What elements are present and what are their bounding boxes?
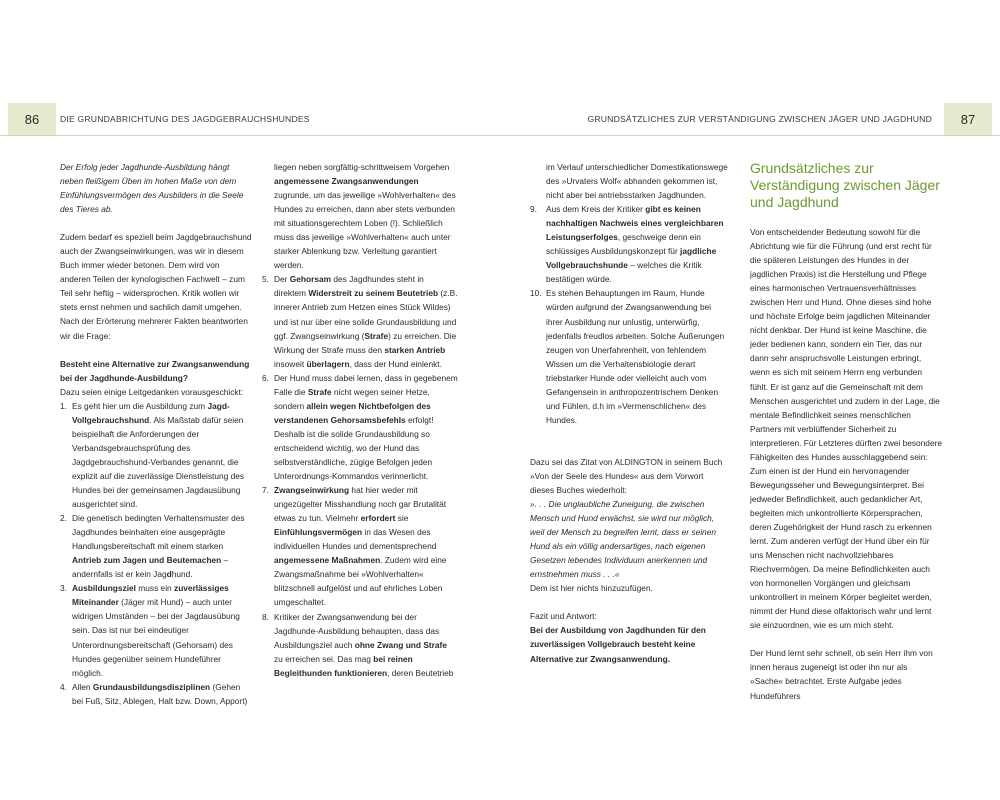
item-bold: Grundausbildungsdisziplinen (92, 681, 211, 692)
quote-after: Dem ist hier nichts hinzuzufügen. (530, 583, 653, 594)
item-text: Es stehen Behauptungen im Raum, Hunde würden aufgrund der Zwangsanwendung bei ihrer Ausbildung nur unlustig, unterwürfig, jedenfalls freudlos arbeiten. Solche Äußerungen zeugen von Unerfahrenheit, von fehlendem Wissen um die Verhaltensbiologie derart triebstarker Hunde oder vielleicht auch vom Gefangensein in anthropozentrischem Denken und Fühlen, d.h im »Vermenschlichen« des Hundes. (546, 288, 725, 425)
numbered-list (530, 202, 728, 427)
item-text: . Zudem wird eine Zwangsmaßnahme bei »Wohlverhalten« blitzschnell aufgelöst und auf ehrliches Loben umgeschaltet. (274, 555, 447, 608)
item-bold: gibt es keinen nachhaltigen Nachweis eines vergleichbaren Leistungserfolges (546, 204, 724, 243)
column-2 (262, 160, 458, 680)
page-number-left: 86 (8, 103, 56, 135)
list-item (262, 371, 458, 483)
list-item (262, 272, 458, 370)
list-item (60, 399, 252, 511)
item-bold: starken Antrieb (384, 344, 446, 355)
item-text: (Gehen bei Fuß, Sitz, Ablegen, Halt bzw. Down, Apport) (72, 681, 248, 706)
item-text: zu erreichen sei. Das mag (274, 653, 374, 664)
intro-paragraph: Der Erfolg jeder Jagdhunde-Ausbildung hängt neben fleißigem Üben im hohen Maße von dem Einfühlungsvermögen des Ausbilders in die Seele des Tieres ab. (60, 162, 244, 215)
item-text: in das Wesen des individuellen Hundes und dementsprechend (274, 527, 437, 552)
list-item (60, 680, 252, 708)
list-item (60, 581, 252, 679)
item-text: (Jäger mit Hund) – auch unter widrigen Umständen – bei der Jagdausübung sein. Das ist nur bei eindeutiger Unterordnungsbereitschaft (Gehorsam) des Hundes gegenüber seinem Hundeführer möglich. (72, 597, 240, 678)
list-item (262, 610, 458, 680)
item-text: – welches die Kritik bestätigen würde. (546, 260, 702, 285)
item-bold: Strafe (364, 330, 389, 341)
page-number-right: 87 (944, 103, 992, 135)
item-text: hat hier weder mit ungezügelter Misshandlung noch gar Brutalität etwas zu tun. Vielmehr (274, 485, 447, 524)
item-bold: Einfühlungsvermögen (274, 527, 363, 538)
question-heading: Besteht eine Alternative zur Zwangsanwendung bei der Jagdhunde-Ausbildung? (60, 358, 250, 383)
item-bold: überlagern (306, 358, 350, 369)
item-text: Der Hund muss dabei lernen, dass in gegebenem Falle die (274, 372, 458, 397)
item-bold: Strafe (307, 386, 332, 397)
list-item (262, 483, 458, 609)
item-number: 7. (262, 485, 269, 496)
item-bold: Ausbildungsziel (72, 583, 136, 594)
item-text: Kritiker der Zwangsanwendung bei der Jagdhunde-Ausbildung behaupten, dass das Ausbildungsziel auch (274, 611, 440, 650)
paragraph: Zudem bedarf es speziell beim Jagdgebrauchshund auch der Zwangseinwirkungen, was wir in diesem Buch immer wieder betonen. Dem wird von anderen Teilen der kynologischen Fachwelt – zum Teil sehr heftig – widersprochen. Kritik wollen wir stets ernst nehmen und sachlich damit umgehen. Nach der Erörterung mehrerer Fakten beantworten wir die Frage: (60, 232, 252, 341)
item-bold: Zwangseinwirkung (274, 485, 350, 496)
item-number: 6. (262, 372, 269, 383)
item-text: muss ein (135, 583, 175, 594)
item-bold: erfordert (360, 513, 396, 524)
item-bold: Antrieb zum Jagen und Beutemachen (72, 555, 222, 566)
running-head-right: GRUNDSÄTZLICHES ZUR VERSTÄNDIGUNG ZWISCHEN JÄGER UND JAGDHUND (587, 114, 932, 124)
item-text: zugrunde, um das jeweilige »Wohlverhalten« des Hundes zu erreichen, dann aber stets verbunden mit situationsgerechtem Loben (!). Schließlich muss das jeweilige »Wohlverhalten« auch unter starker Ablenkung bzw. Verleitung garantiert werden. (274, 190, 456, 271)
paragraph: Der Hund lernt sehr schnell, ob sein Herr ihm von innen heraus zugeneigt ist oder ihn nur als »Sache« betrachtet. Erste Aufgabe jedes Hundeführers (750, 648, 933, 701)
item-bold: d (166, 569, 172, 580)
item-text: , deren Beutetrieb (387, 667, 454, 678)
item-number: 8. (262, 611, 269, 622)
item-text: – andernfalls ist er kein Jag (72, 555, 229, 580)
quote-intro: Dazu sei das Zitat von ALDINGTON in seinem Buch »Von der Seele des Hundes« aus dem Vorwort dieses Buches wiederholt: (530, 456, 723, 495)
numbered-list (60, 399, 252, 708)
item-number: 5. (262, 274, 269, 285)
item-text: des Jagdhundes steht in direktem (274, 274, 424, 299)
item-bold: allein wegen Nichtbefolgen des verstandenen Gehorsamsbefehls (274, 400, 431, 425)
continued-item (262, 160, 458, 272)
paragraph: Von entscheidender Bedeutung sowohl für die Abrichtung wie für die Führung (und erst recht für die späteren Leistungen des Hundes in der jagdlichen Praxis) ist die Herstellung und Pflege eines harmonischen Vertrauensverhältnisses zwischen Herr und Hund. Ohne dieses sind hohe und höchste Erfolge beim jagdlichen Miteinander nicht denkbar. Der Hund ist keine Maschine, die jeder bedienen kann, sondern ein Tier, das nur dann sehr anspruchsvolle Leistungen erbringt, wenn es sich mit seinem Herrn eng verbunden fühlt. Er ist ganz auf die Gemeinschaft mit dem Menschen ausgerichtet und zudem in der Lage, die mentale Befindlichkeit seines menschlichen Partners mit verblüffender Sicherheit zu interpretieren. Für Letzteres dürften zwei besondere Fähigkeiten des Hundes ausschlaggebend sein: Zum einen ist der Hund ein hervorragender Bewegungsseher und Bewegungsinterpret. Bei jedweder Befindlichkeit, auch gedanklicher Art, begleiten mich unkontrollierte Körpersprachen, deren Zugehörigkeit der Hund rasch zu erkennen lernt. Zum anderen verfügt der Hund über ein für uns Menschen nicht nachvollziehbares Riechvermögen. Da meine Befindlichkeiten auch von hormonellen Vorgängen und gleichsam unkontrolliert in meinem Körper begleitet werden, nimmt der Hund diese olfaktorisch wahr und lernt sie einzuordnen, wie es um mich steht. (750, 227, 943, 631)
conclusion: Bei der Ausbildung von Jagdhunden für den zuverlässigen Vollgebrauch besteht keine Alternative zur Zwangsanwendung. (530, 625, 706, 664)
item-bold: zuverlässiges Miteinander (72, 583, 229, 608)
item-bold: Gehorsam (289, 274, 332, 285)
item-bold: angemessene Zwangsanwendungen (274, 176, 419, 187)
item-number: 2. (60, 513, 67, 524)
list-item (530, 286, 728, 426)
item-text: (z.B. innerer Antrieb zum Hetzen eines Stück Wildes) und ist nur über eine solide Grundausbildung und ggf. Zwangseinwirkung ( (274, 288, 458, 341)
continued-item: im Verlauf unterschiedlicher Domestikationswege des »Urvaters Wolf« abhanden gekommen ist, nicht aber bei antriebsstarken Jagdhunden. (546, 162, 728, 201)
conclusion-label: Fazit und Antwort: (530, 611, 597, 622)
item-text: insoweit (274, 358, 307, 369)
item-text: Die genetisch bedingten Verhaltensmuster des Jagdhundes beinhalten eine ausgeprägte Handlungsbereitschaft mit einem starken (72, 513, 245, 552)
section-heading: Grundsätzliches zur Verständigung zwischen Jäger und Jagdhund (750, 160, 940, 210)
item-number: 4. (60, 681, 67, 692)
running-head-left: DIE GRUNDABRICHTUNG DES JAGDGEBRAUCHSHUNDES (60, 114, 310, 124)
column-4 (750, 160, 942, 703)
item-bold: bei reinen Begleithunden funktionieren (274, 653, 413, 678)
item-number: 10. (530, 288, 542, 299)
column-1 (60, 160, 252, 708)
list-item (60, 511, 252, 581)
item-bold: angemessene Maßnahmen (274, 555, 381, 566)
item-text: , dass der Hund einlenkt. (349, 358, 442, 369)
item-text: Aus dem Kreis der Kritiker (546, 204, 646, 215)
quotation: ». . . Die unglaubliche Zuneigung, die zwischen Mensch und Hund erwächst, sie wird nur möglich, weil der Mensch zu begreifen lernt, dass er seinen Hund als ein völlig andersartiges, nach eigenen Gesetzen lebendes Individuum anerkennen und ernstnehmen muss . . .« (530, 499, 716, 580)
item-number: 9. (530, 204, 537, 215)
numbered-list (262, 272, 458, 679)
item-text: sie (395, 513, 409, 524)
item-text: Allen (72, 681, 93, 692)
item-text: hund. (171, 569, 193, 580)
item-text: nicht wegen seiner Hetze, sondern (274, 386, 430, 411)
item-text: Der (274, 274, 290, 285)
item-text: Es geht hier um die Ausbildung zum (72, 400, 208, 411)
item-text: liegen neben sorgfältig-schrittweisem Vorgehen (274, 162, 450, 172)
item-number: 3. (60, 583, 67, 594)
item-text: , geschweige denn ein schlüssiges Ausbildungskonzept für (546, 232, 701, 257)
lead-sentence: Dazu seien einige Leitgedanken vorausgeschickt: (60, 386, 244, 397)
item-bold: Widerstreit zu seinem Beutetrieb (308, 288, 439, 299)
item-text: ) zu erreichen. Die Wirkung der Strafe muss den (274, 330, 457, 355)
item-text: erfolgt! Deshalb ist die solide Grundausbildung so entscheidend wichtig, wo der Hund das selbstverständliche, zügige Befolgen jeden Unterordnungs-Kommandos verinnerlicht. (274, 414, 434, 482)
column-3 (530, 160, 728, 666)
item-bold: ohne Zwang und Strafe (354, 639, 447, 650)
item-bold: jagdliche Vollgebrauchshunde (546, 246, 717, 271)
item-text: . Als Maßstab dafür seien beispielhaft die Anforderungen der Verbandsgebrauchsprüfung des Jagdgebrauchshund-Verbandes genannt, die explizit auf die zuverlässige Dienstleistung des Hundes bei der gemeinsamen Jagdausübung ausgerichtet sind. (72, 414, 245, 510)
item-number: 1. (60, 400, 67, 411)
item-bold: Jagd-Vollgebrauchshund (72, 400, 230, 425)
list-item (530, 202, 728, 286)
